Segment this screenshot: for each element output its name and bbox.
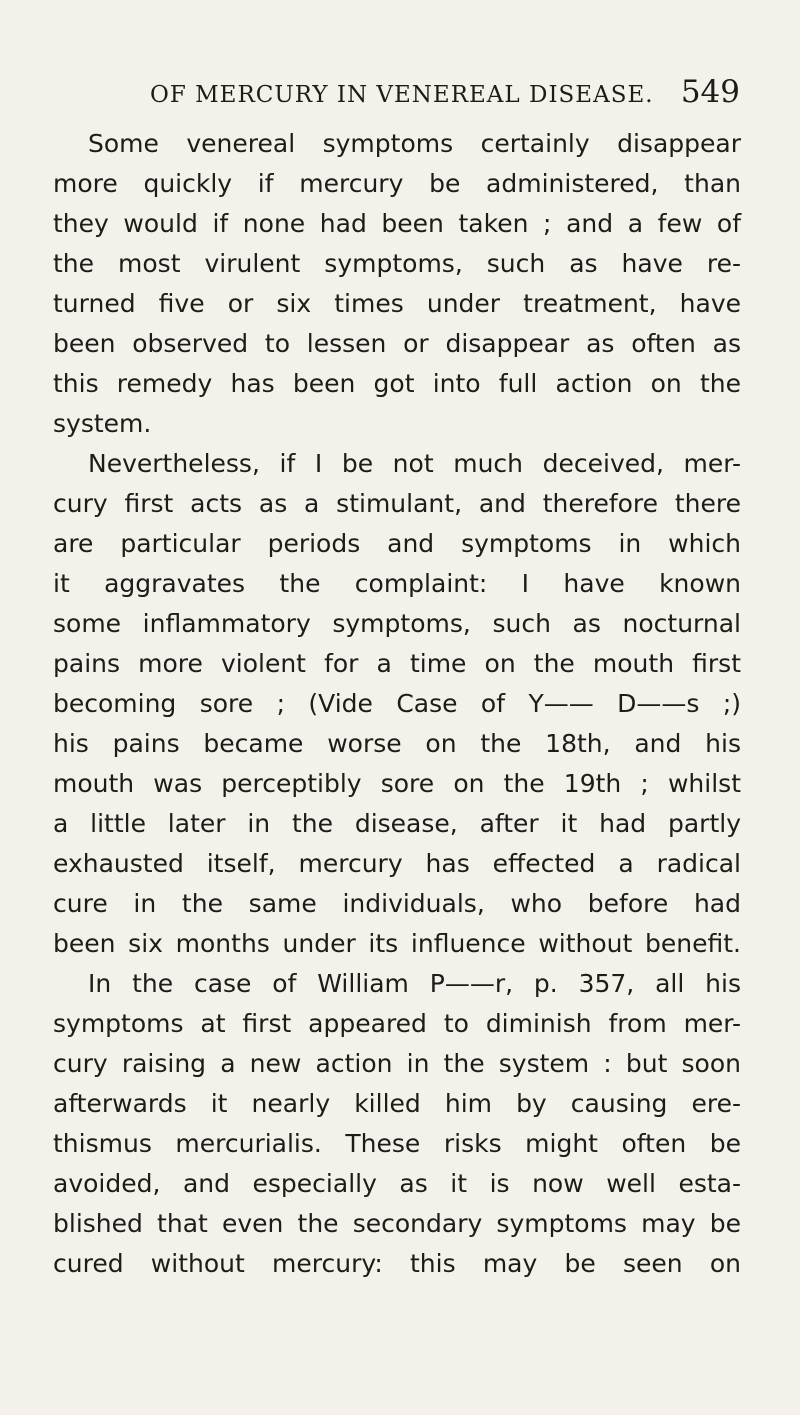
text-line: more quickly if mercury be administered, than [53,169,741,198]
text-line: afterwards it nearly killed him by causing ere- [53,1089,741,1118]
text-line: cure in the same individuals, who before had [53,889,741,918]
text-line: been six months under its influence without benefit. [53,929,741,958]
text-line: are particular periods and symptoms in which [53,529,741,558]
text-line: thismus mercurialis. These risks might often be [53,1129,741,1158]
text-line: exhausted itself, mercury has effected a radical [53,849,741,878]
text-line: it aggravates the complaint: I have known [53,569,741,598]
running-head [150,74,740,114]
text-line: the most virulent symptoms, such as have re- [53,249,741,278]
text-line: Some venereal symptoms certainly disappear [88,129,741,158]
page-number: 549 [680,74,740,110]
text-line: system. [53,409,152,438]
text-line: mouth was perceptibly sore on the 19th ; whilst [53,769,741,798]
text-line: cury first acts as a stimulant, and therefore there [53,489,741,518]
text-line: In the case of William P——r, p. 357, all his [88,969,741,998]
text-line: blished that even the secondary symptoms may be [53,1209,741,1238]
text-line: avoided, and especially as it is now well esta- [53,1169,741,1198]
text-line: symptoms at first appeared to diminish from mer- [53,1009,741,1038]
text-line: becoming sore ; (Vide Case of Y—— D——s ;) [53,689,741,718]
running-head-title: OF MERCURY IN VENEREAL DISEASE. [150,82,654,108]
text-line: Nevertheless, if I be not much deceived, mer- [88,449,741,478]
text-line: pains more violent for a time on the mouth first [53,649,741,678]
text-line: been observed to lessen or disappear as often as [53,329,741,358]
text-line: they would if none had been taken ; and a few of [53,209,741,238]
text-line: this remedy has been got into full action on the [53,369,741,398]
text-line: a little later in the disease, after it had partly [53,809,741,838]
text-line: cury raising a new action in the system : but soon [53,1049,741,1078]
text-line: turned five or six times under treatment, have [53,289,741,318]
text-line: some inflammatory symptoms, such as nocturnal [53,609,741,638]
text-line: his pains became worse on the 18th, and his [53,729,741,758]
text-line: cured without mercury: this may be seen on [53,1249,741,1278]
